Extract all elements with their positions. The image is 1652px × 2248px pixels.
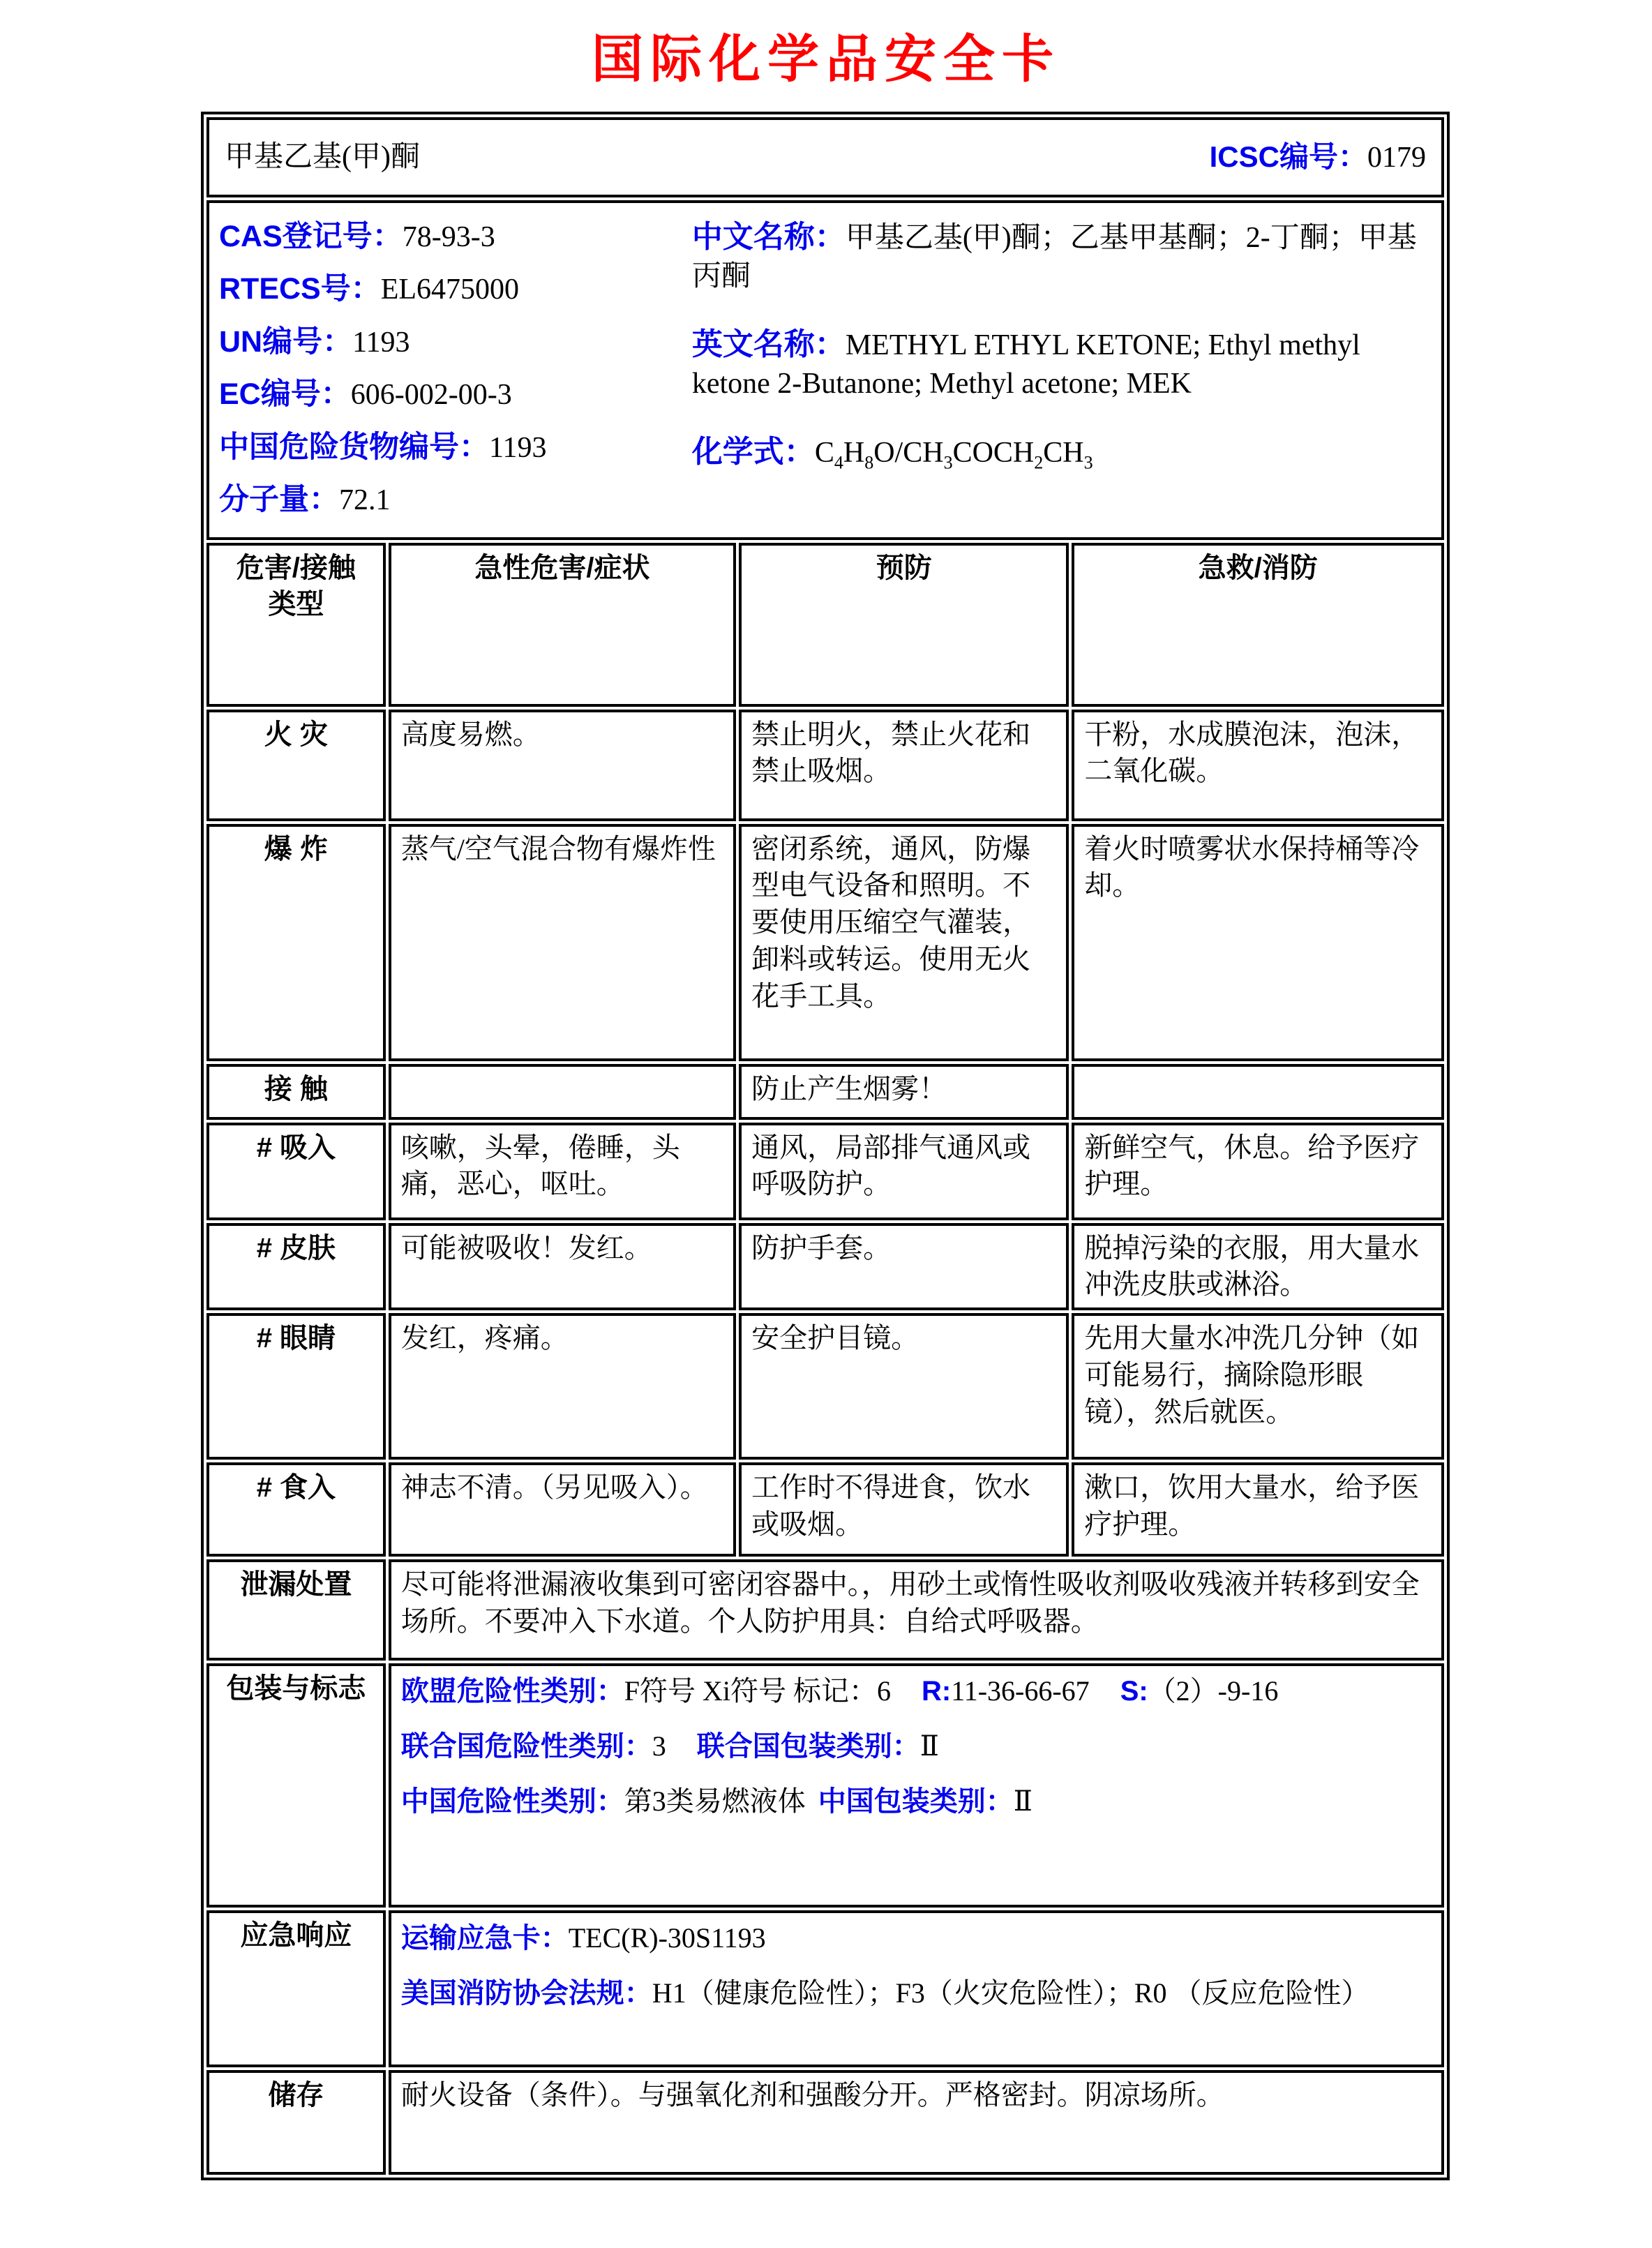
icsc-card-table [201,112,1450,2180]
chemical-formula: $C_4H_8O/CH_3COCH_2CH_3$ [814,436,1093,473]
cas-number-line: CAS登记号：78-93-3 [219,220,495,253]
chinese-name-line: 中文名称：甲基乙基(甲)酮；乙基甲基酮；2-丁酮；甲基丙酮 [691,220,1417,293]
identifier-cell [206,200,1444,540]
row-inhalation-hazard: 咳嗽，头晕，倦睡，头痛，恶心，呕吐。 [389,1123,736,1220]
header-hazard-type: 危害/接触 类型 [206,543,386,707]
row-eyes [206,1313,1444,1460]
row-contact-prevention: 防止产生烟雾！ [739,1064,1069,1120]
row-eyes-label: # 眼睛 [206,1313,386,1460]
header-first-aid: 急救/消防 [1072,543,1444,707]
transport-emergency-card-label: 运输应急卡： [400,1923,569,1954]
header-prevention: 预防 [739,543,1069,707]
row-eyes-hazard: 发红，疼痛。 [389,1313,736,1460]
row-ingestion-hazard: 神志不清。（另见吸入）。 [389,1462,736,1557]
china-hazard-class-label: 中国危险性类别： [400,1785,624,1817]
icsc-number [1210,137,1426,177]
china-dg-number-line: 中国危险货物编号：1193 [219,430,547,464]
chemical-formula-line: 化学式：$C_4H_8O/CH_3COCH_2CH_3$ [691,434,1093,473]
page-title: 国际化学品安全卡 [592,31,1060,89]
row-contact [206,1064,1444,1120]
china-class-line: 中国危险性类别：第3类易燃液体 中国包装类别：Ⅱ [400,1785,1032,1817]
transport-emergency-card-line: 运输应急卡：TEC(R)-30S1193 [400,1922,766,1954]
un-pack-group-label: 联合国包装类别： [696,1731,920,1762]
card-header-cell [206,117,1444,197]
icsc-number-value: 0179 [1367,141,1426,174]
eu-hazard-class-label: 欧盟危险性类别： [400,1676,624,1707]
row-contact-label: 接 触 [206,1064,386,1120]
row-spill-label: 泄漏处置 [206,1559,386,1661]
nfpa-code-line: 美国消防协会法规：H1（健康危险性）；F3（火灾危险性）；R0 （反应危险性） [400,1977,1369,2009]
icsc-document-page [0,18,1652,2248]
row-spill-disposal [206,1559,1444,1661]
row-fire-label: 火 灾 [206,710,386,821]
row-inhalation [206,1123,1444,1220]
row-eyes-prevention: 安全护目镜。 [739,1313,1069,1460]
un-class-line: 联合国危险性类别：3 联合国包装类别：Ⅱ [400,1730,939,1762]
names-block [692,211,1432,533]
row-eyes-response: 先用大量水冲洗几分钟（如可能易行，摘除隐形眼镜），然后就医。 [1072,1313,1444,1460]
row-inhalation-label: # 吸入 [206,1123,386,1220]
header-acute-hazards: 急性危害/症状 [389,543,736,707]
row-emergency-content [389,1910,1444,2067]
un-hazard-class-label: 联合国危险性类别： [400,1731,652,1762]
row-spill-text: 尽可能将泄漏液收集到可密闭容器中。，用砂土或惰性吸收剂吸收残液并转移到安全场所。不要冲入下水道。个人防护用具：自给式呼吸器。 [389,1559,1444,1661]
china-pack-group-label: 中国包装类别： [818,1785,1014,1817]
row-ingestion-label: # 食入 [206,1462,386,1557]
row-skin-hazard: 可能被吸收！发红。 [389,1223,736,1311]
r-phrases-label: R: [921,1676,952,1707]
s-phrases-label: S: [1120,1676,1148,1707]
row-storage-text: 耐火设备（条件）。与强氧化剂和强酸分开。严格密封。阴凉场所。 [389,2070,1444,2175]
row-explosion-hazard: 蒸气/空气混合物有爆炸性 [389,824,736,1061]
substance-name: 甲基乙基(甲)酮 [225,140,420,173]
row-explosion [206,824,1444,1061]
row-packaging [206,1663,1444,1908]
row-storage-label: 储存 [206,2070,386,2175]
card-header-row [206,117,1444,197]
row-inhalation-response: 新鲜空气，休息。给予医疗护理。 [1072,1123,1444,1220]
nfpa-code-label: 美国消防协会法规： [400,1978,652,2009]
ec-number-line: EC编号：606-002-00-3 [219,377,512,412]
row-contact-response [1072,1064,1444,1120]
row-skin [206,1223,1444,1311]
row-emergency-label: 应急响应 [206,1910,386,2067]
row-fire-response: 干粉，水成膜泡沫，泡沫，二氧化碳。 [1072,710,1444,821]
row-fire-prevention: 禁止明火，禁止火花和禁止吸烟。 [739,710,1069,821]
row-contact-hazard [389,1064,736,1120]
row-packaging-content [389,1663,1444,1908]
row-ingestion-prevention: 工作时不得进食，饮水或吸烟。 [739,1462,1069,1557]
identifier-row [206,200,1444,540]
english-name-line: 英文名称：METHYL ETHYL KETONE; Ethyl methyl ketone 2-Butanone; Methyl acetone; MEK [691,327,1360,400]
row-inhalation-prevention: 通风，局部排气通风或呼吸防护。 [739,1123,1069,1220]
row-fire [206,710,1444,821]
table-header-row [206,543,1444,707]
eu-hazard-class-line: 欧盟危险性类别：F符号 Xi符号 标记：6 R:11-36-66-67 S:（2）-9-16 [400,1675,1279,1707]
row-ingestion [206,1462,1444,1557]
row-ingestion-response: 漱口，饮用大量水，给予医疗护理。 [1072,1462,1444,1557]
un-number-line: UN编号：1193 [219,324,410,359]
row-skin-response: 脱掉污染的衣服，用大量水冲洗皮肤或淋浴。 [1072,1223,1444,1311]
row-skin-label: # 皮肤 [206,1223,386,1311]
row-explosion-label: 爆 炸 [206,824,386,1061]
icsc-number-label: ICSC编号： [1209,140,1367,173]
rtecs-number-line: RTECS号：EL6475000 [219,272,520,306]
row-fire-hazard: 高度易燃。 [389,710,736,821]
row-emergency-response [206,1910,1444,2067]
row-skin-prevention: 防护手套。 [739,1223,1069,1311]
row-packaging-label: 包装与标志 [206,1663,386,1908]
molecular-weight-line: 分子量：72.1 [219,483,391,517]
row-explosion-prevention: 密闭系统，通风，防爆型电气设备和照明。不要使用压缩空气灌装，卸料或转运。使用无火花手工具。 [739,824,1069,1061]
row-explosion-response: 着火时喷雾状水保持桶等冷却。 [1072,824,1444,1061]
identifier-list [219,211,692,533]
row-storage [206,2070,1444,2175]
